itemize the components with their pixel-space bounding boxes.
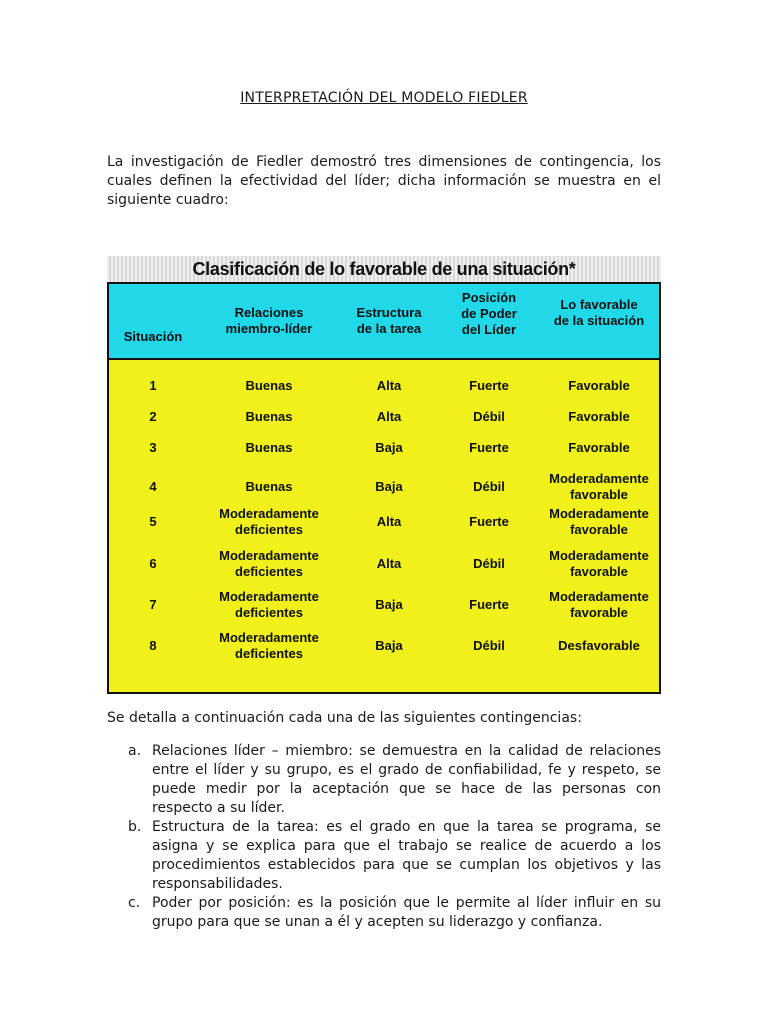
contingency-list — [128, 742, 661, 932]
cell-posicion — [444, 514, 534, 530]
cell-posicion — [444, 638, 534, 654]
cell-line: Débil — [473, 556, 505, 571]
cell-favorable — [539, 471, 659, 503]
figure-caption: Clasificación de lo favorable de una situación* — [107, 256, 661, 282]
cell-line: Moderadamente — [219, 589, 319, 604]
cell-line: Baja — [375, 597, 403, 612]
cell-line: Alta — [376, 378, 402, 393]
cell-line: 6 — [149, 556, 157, 571]
header-posicion-line: Posición — [461, 290, 517, 305]
fiedler-figure — [107, 256, 661, 694]
cell-line: Baja — [375, 479, 403, 494]
cell-estructura — [344, 479, 434, 495]
list-item-text: Estructura de la tarea: es el grado en que la tarea se programa, se asigna y se explica para que el trabajo se realice de acuerdo a los procedimientos establecidos para que se cumplan los objetivos y las responsabilidades. — [152, 819, 661, 892]
header-favorable-line: Lo favorable — [560, 297, 638, 312]
table-body — [109, 360, 659, 692]
list-marker: c. — [128, 895, 141, 911]
cell-posicion — [444, 597, 534, 613]
cell-line: favorable — [570, 605, 628, 620]
cell-line: Moderadamente — [219, 548, 319, 563]
list-item-text: Poder por posición: es la posición que le permite al líder influir en su grupo para que se unan a él y acepten su liderazgo y confianza. — [152, 895, 661, 930]
cell-relaciones — [204, 440, 334, 456]
lead-paragraph: Se detalla a continuación cada una de las siguientes contingencias: — [107, 710, 582, 726]
cell-situacion — [117, 409, 189, 425]
classification-table — [107, 282, 661, 694]
cell-line: Fuerte — [469, 440, 509, 455]
cell-line: 7 — [149, 597, 157, 612]
page-title: INTERPRETACIÓN DEL MODELO FIEDLER — [240, 90, 528, 106]
cell-estructura — [344, 556, 434, 572]
cell-situacion — [117, 638, 189, 654]
cell-line: Fuerte — [469, 378, 509, 393]
cell-estructura — [344, 638, 434, 654]
cell-relaciones — [204, 548, 334, 580]
list-item — [128, 742, 661, 818]
cell-line: Moderadamente — [549, 589, 649, 604]
cell-line: 3 — [149, 440, 157, 455]
cell-estructura — [344, 597, 434, 613]
cell-line: deficientes — [235, 522, 303, 537]
cell-line: Buenas — [245, 378, 293, 393]
cell-estructura — [344, 514, 434, 530]
cell-relaciones — [204, 409, 334, 425]
cell-relaciones — [204, 589, 334, 621]
cell-situacion — [117, 479, 189, 495]
cell-posicion — [444, 378, 534, 394]
cell-favorable — [539, 506, 659, 538]
intro-paragraph: La investigación de Fiedler demostró tres dimensiones de contingencia, los cuales definen la efectividad del líder; dicha información se muestra en el siguiente cuadro: — [107, 154, 661, 208]
cell-favorable — [539, 589, 659, 621]
cell-line: Alta — [376, 556, 402, 571]
cell-posicion — [444, 479, 534, 495]
header-favorable-line: de la situación — [553, 313, 645, 328]
cell-estructura — [344, 378, 434, 394]
header-estructura — [344, 305, 434, 337]
list-item-text: Relaciones líder – miembro: se demuestra en la calidad de relaciones entre el líder y su grupo, es el grado de confiabilidad, fe y respeto, se puede medir por la aceptación que se hace de las personas con respecto a su líder. — [152, 743, 661, 816]
header-posicion — [444, 290, 534, 338]
cell-situacion — [117, 597, 189, 613]
cell-favorable — [539, 638, 659, 654]
list-marker: a. — [128, 743, 142, 759]
cell-estructura — [344, 409, 434, 425]
cell-posicion — [444, 556, 534, 572]
cell-situacion — [117, 514, 189, 530]
header-estructura-line: de la tarea — [356, 321, 422, 336]
cell-line: Baja — [375, 440, 403, 455]
list-marker: b. — [128, 819, 142, 835]
cell-line: Buenas — [245, 409, 293, 424]
cell-line: deficientes — [235, 646, 303, 661]
list-item — [128, 818, 661, 894]
cell-line: favorable — [570, 522, 628, 537]
cell-line: Favorable — [568, 378, 630, 393]
cell-line: Moderadamente — [549, 548, 649, 563]
cell-situacion — [117, 556, 189, 572]
cell-line: Débil — [473, 409, 505, 424]
cell-relaciones — [204, 479, 334, 495]
cell-line: Débil — [473, 479, 505, 494]
header-relaciones — [204, 305, 334, 337]
cell-line: Alta — [376, 409, 402, 424]
cell-line: Moderadamente — [219, 506, 319, 521]
cell-line: Favorable — [568, 440, 630, 455]
cell-line: Fuerte — [469, 597, 509, 612]
cell-line: Moderadamente — [549, 506, 649, 521]
cell-relaciones — [204, 378, 334, 394]
cell-relaciones — [204, 506, 334, 538]
header-favorable — [539, 297, 659, 329]
header-situacion: Situación — [123, 329, 183, 344]
cell-line: Débil — [473, 638, 505, 653]
cell-favorable — [539, 378, 659, 394]
cell-favorable — [539, 440, 659, 456]
cell-line: Buenas — [245, 440, 293, 455]
cell-line: deficientes — [235, 605, 303, 620]
cell-line: favorable — [570, 487, 628, 502]
cell-line: Moderadamente — [219, 630, 319, 645]
cell-line: favorable — [570, 564, 628, 579]
cell-line: Buenas — [245, 479, 293, 494]
header-estructura-line: Estructura — [356, 305, 422, 320]
cell-posicion — [444, 440, 534, 456]
header-relaciones-line: miembro-líder — [225, 321, 313, 336]
cell-estructura — [344, 440, 434, 456]
header-posicion-line: del Líder — [461, 322, 517, 337]
cell-line: 4 — [149, 479, 157, 494]
cell-line: Desfavorable — [558, 638, 640, 653]
cell-line: Favorable — [568, 409, 630, 424]
cell-situacion — [117, 440, 189, 456]
cell-line: 2 — [149, 409, 157, 424]
cell-favorable — [539, 409, 659, 425]
table-header — [109, 284, 659, 360]
cell-line: 5 — [149, 514, 157, 529]
cell-line: Alta — [376, 514, 402, 529]
list-item — [128, 894, 661, 932]
cell-favorable — [539, 548, 659, 580]
cell-posicion — [444, 409, 534, 425]
cell-line: Fuerte — [469, 514, 509, 529]
cell-line: Moderadamente — [549, 471, 649, 486]
header-relaciones-line: Relaciones — [234, 305, 304, 320]
cell-situacion — [117, 378, 189, 394]
cell-line: 8 — [149, 638, 157, 653]
cell-line: deficientes — [235, 564, 303, 579]
cell-line: 1 — [149, 378, 157, 393]
header-posicion-line: de Poder — [461, 306, 517, 321]
cell-line: Baja — [375, 638, 403, 653]
cell-relaciones — [204, 630, 334, 662]
